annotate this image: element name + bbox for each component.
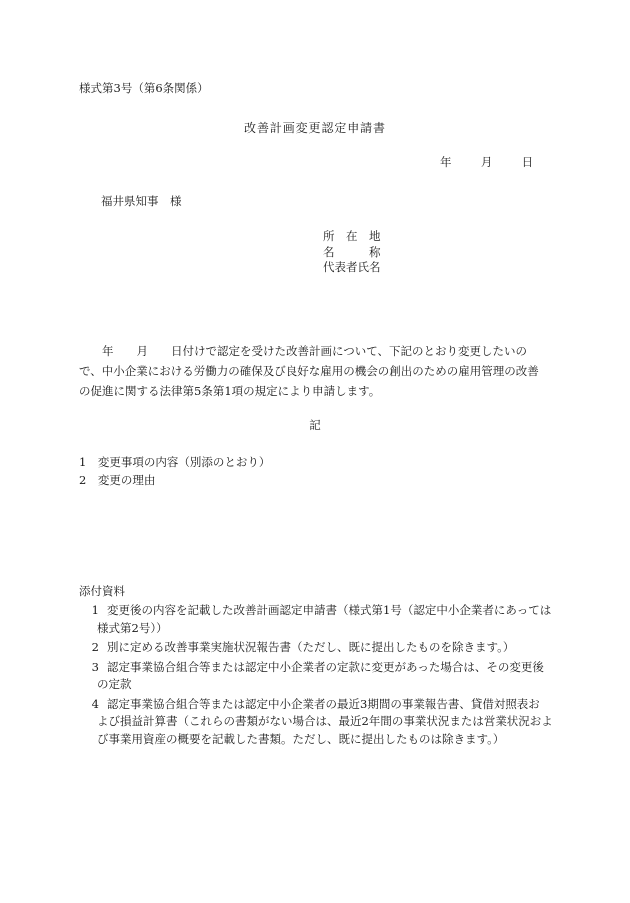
item-text: 様式第2号）） [97,620,168,635]
body-line: の促進に関する法律第5条第1項の規定により申請します。 [79,384,381,398]
date-year: 年 [440,155,452,169]
representative-label: 代表者氏名 [323,260,381,274]
attachments-heading: 添付資料 [79,584,125,598]
item-number: 1 [91,603,99,617]
item-text: 変更の理由 [97,473,156,487]
address-label: 所 在 地 [323,229,381,243]
item-text: 変更後の内容を記載した改善計画認定申請書（様式第1号（認定中小企業者にあっては [107,603,552,617]
ki-heading: 記 [309,418,321,432]
list-item [79,659,559,694]
applicant-block [323,229,381,276]
addressee: 福井県知事 様 [101,194,182,208]
item-number: 2 [79,473,87,487]
date-line [440,155,533,169]
body-line: 年 月 日付けで認定を受けた改善計画について、下記のとおり変更したいの [79,344,528,358]
item-number: 4 [91,696,99,711]
item-number: 3 [91,659,99,674]
change-items [79,453,270,489]
body-paragraph [79,341,555,401]
item-text: 別に定める改善事業実施状況報告書（ただし、既に提出したものを除きます。） [107,640,515,654]
attachments-list [79,602,559,750]
form-number: 様式第3号（第6条関係） [79,81,209,95]
name-label: 名 称 [323,244,381,259]
item-number: 2 [91,640,99,654]
item-number: 1 [79,455,87,469]
date-day: 日 [521,155,534,169]
body-line: で、中小企業における労働力の確保及び良好な雇用の機会の創出のための雇用管理の改善 [79,364,539,378]
list-item [79,471,270,489]
list-item [79,639,559,657]
list-item [79,696,559,749]
list-item [79,453,270,471]
item-text: 認定事業協合組合等または認定中小企業者の最近3期間の事業報告書、貸借対照表お [107,696,540,711]
item-text: び事業用資産の概要を記載した書類。ただし、既に提出したものは除きます。） [97,731,505,746]
item-text: の定款 [97,677,132,691]
item-text: 認定事業協合組合等または認定中小企業者の定款に変更があった場合は、その変更後 [107,659,544,674]
item-text: よび損益計算書（これらの書類がない場合は、最近2年間の事業状況または営業状況およ [97,714,553,728]
list-item [79,602,559,637]
item-text: 変更事項の内容（別添のとおり） [97,455,271,469]
date-month: 月 [480,155,493,169]
page-title: 改善計画変更認定申請書 [244,121,386,135]
